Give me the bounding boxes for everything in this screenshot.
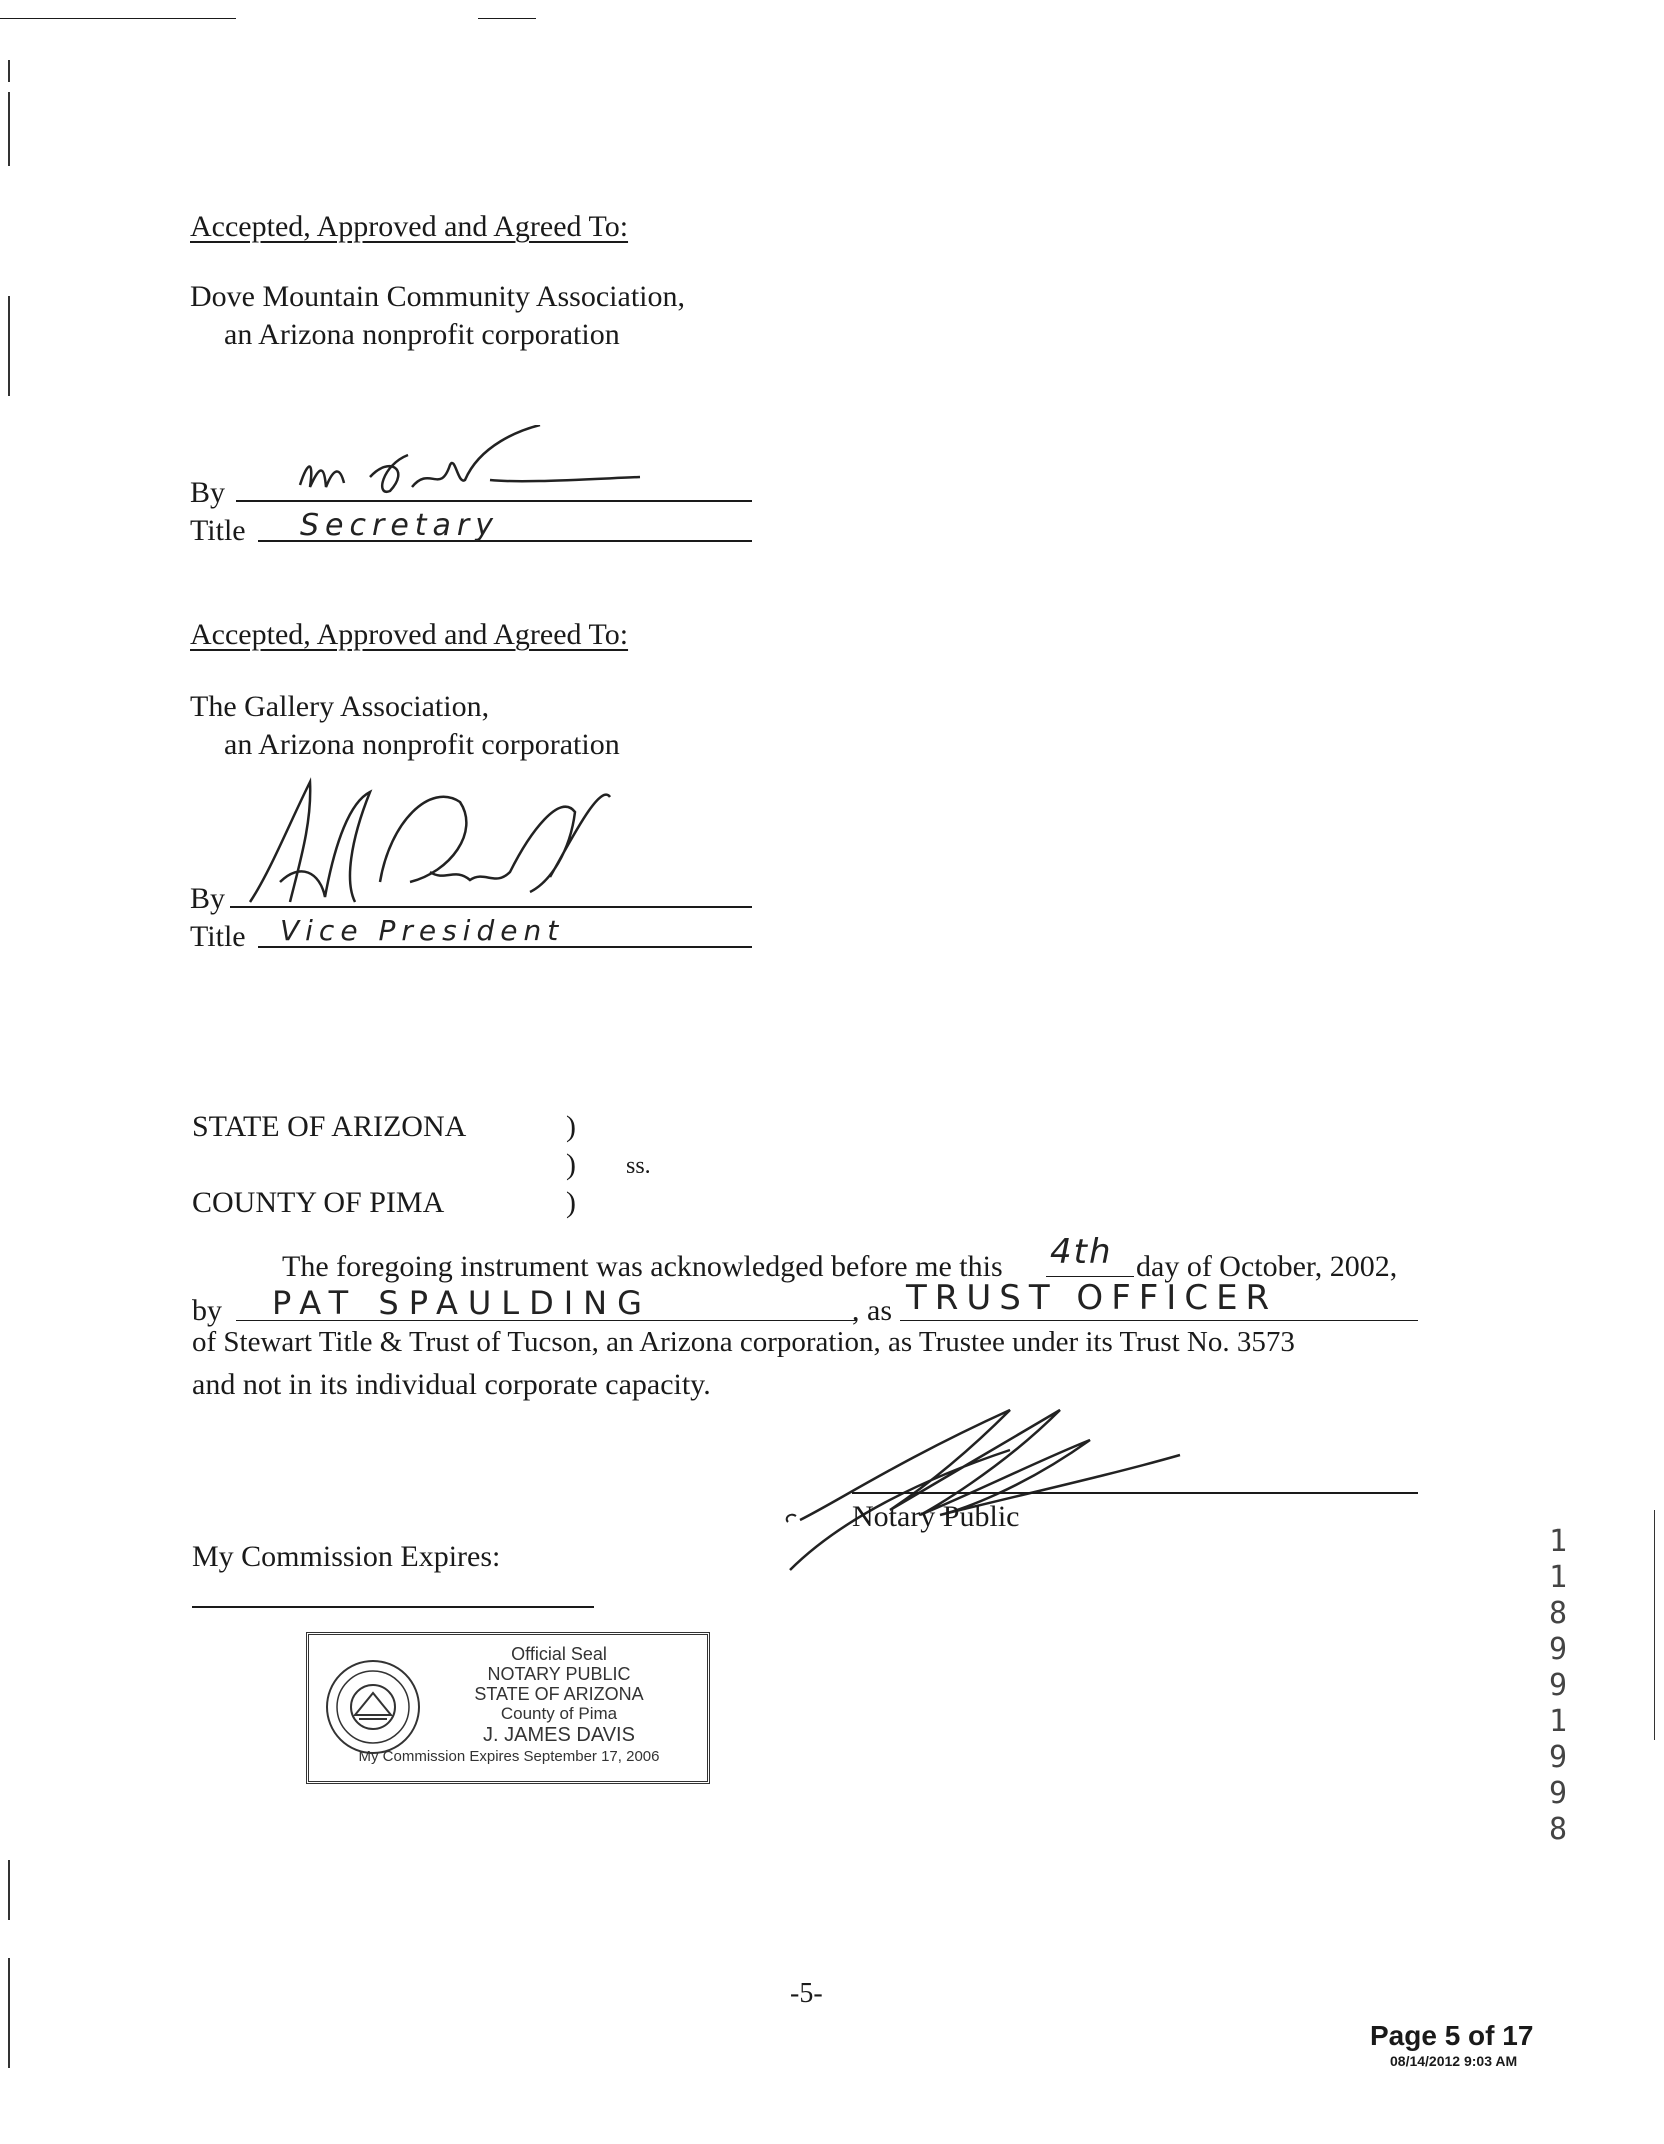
- signer-name-handwritten: PAT SPAULDING: [272, 1284, 652, 1322]
- notary-public-label: Notary Public: [852, 1500, 1020, 1533]
- stamp-line-5: J. JAMES DAVIS: [483, 1724, 635, 1746]
- notary-seal-stamp: [306, 1632, 710, 1784]
- venue-county: COUNTY OF PIMA: [192, 1186, 445, 1219]
- acknowledgment-line3: of Stewart Title & Trust of Tucson, an Arizona corporation, as Trustee under its Trust No. 3573: [192, 1326, 1295, 1358]
- recording-number-text: 1 1 8 9 9 1 9 9 8: [1548, 1524, 1568, 1847]
- left-margin-mark: [8, 1958, 10, 2068]
- title-label-2: Title: [190, 920, 246, 953]
- notary-signature: [780, 1400, 1200, 1580]
- commission-expires-line: [192, 1606, 594, 1608]
- top-scan-line-left: [0, 18, 236, 19]
- right-margin-mark: [1654, 1510, 1655, 1740]
- org-type-1: an Arizona nonprofit corporation: [224, 318, 620, 351]
- acknowledgment-line4: and not in its individual corporate capacity.: [192, 1368, 711, 1401]
- by-label-1: By: [190, 476, 226, 509]
- stamp-line-2: NOTARY PUBLIC: [487, 1664, 631, 1684]
- acknowledgment-line1-suffix: day of October, 2002,: [1136, 1250, 1398, 1283]
- page-number: -5-: [790, 1978, 823, 2009]
- by-label-2: By: [190, 882, 226, 915]
- title-handwritten-1: Secretary: [300, 508, 500, 543]
- acknowledgment-line1-prefix: The foregoing instrument was acknowledged before me this: [282, 1250, 1003, 1283]
- acceptance-heading-1: Accepted, Approved and Agreed To:: [190, 210, 629, 243]
- day-blank-line: [1046, 1276, 1134, 1277]
- org-name-2: The Gallery Association,: [190, 690, 490, 723]
- signer-title-handwritten: TRUST OFFICER: [906, 1278, 1278, 1318]
- day-handwritten: 4th: [1050, 1232, 1113, 1272]
- venue-paren: ): [566, 1110, 576, 1143]
- left-margin-mark: [8, 1860, 10, 1920]
- title-handwritten-2: Vice President: [280, 914, 565, 947]
- acknowledgment-by-label: by: [192, 1294, 222, 1327]
- state-seal-icon: [323, 1657, 423, 1757]
- left-margin-mark: [8, 92, 10, 166]
- acknowledgment-as-label: , as: [852, 1294, 892, 1327]
- title-label-1: Title: [190, 514, 246, 547]
- commission-expires-label: My Commission Expires:: [192, 1540, 501, 1573]
- stamp-line-6: My Commission Expires September 17, 2006: [358, 1748, 660, 1765]
- stamp-line-3: STATE OF ARIZONA: [474, 1684, 644, 1704]
- stamp-line-1: Official Seal: [511, 1644, 607, 1664]
- venue-paren: ): [566, 1148, 576, 1181]
- notary-signature-line: [852, 1492, 1418, 1494]
- venue-state: STATE OF ARIZONA: [192, 1110, 467, 1143]
- stamp-line-4: County of Pima: [500, 1704, 618, 1723]
- page-of-label: Page 5 of 17: [1370, 2020, 1534, 2051]
- venue-paren: ): [566, 1186, 576, 1219]
- top-scan-line-right: [478, 18, 536, 19]
- signer-title-line: [900, 1320, 1418, 1321]
- acceptance-heading-2: Accepted, Approved and Agreed To:: [190, 618, 629, 651]
- venue-ss: ss.: [626, 1153, 651, 1179]
- left-margin-mark: [8, 60, 10, 82]
- print-timestamp: 08/14/2012 9:03 AM: [1390, 2053, 1518, 2069]
- signature-secretary: [290, 425, 650, 510]
- org-name-1: Dove Mountain Community Association,: [190, 280, 685, 313]
- left-margin-mark: [8, 296, 10, 396]
- org-type-2: an Arizona nonprofit corporation: [224, 728, 620, 761]
- recording-number-vertical: [1540, 1524, 1576, 1848]
- signature-vice-president: [230, 762, 650, 922]
